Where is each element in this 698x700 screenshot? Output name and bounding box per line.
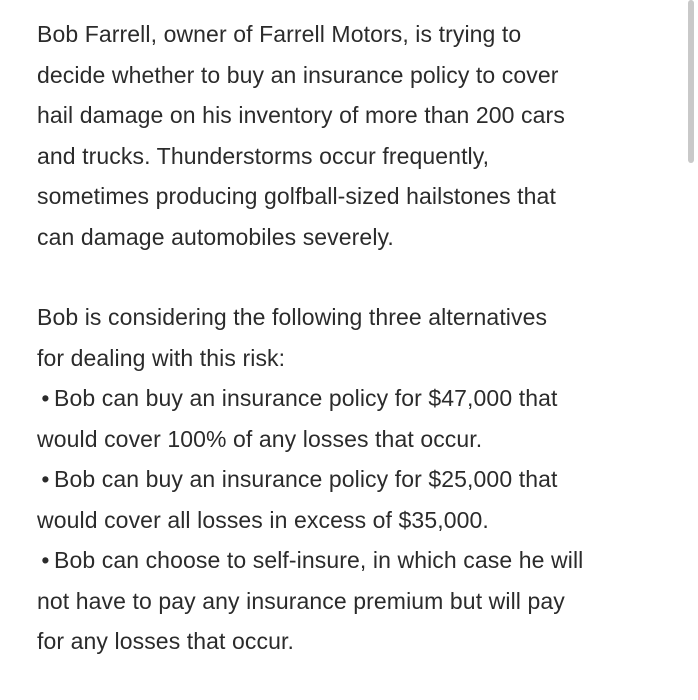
- text-line: for any losses that occur.: [37, 628, 295, 654]
- alternative-3: [37, 540, 667, 581]
- text-line: and trucks. Thunderstorms occur frequently,: [37, 142, 490, 169]
- text-line: would cover 100% of any losses that occur.: [37, 425, 483, 452]
- text-line: for dealing with this risk:: [37, 344, 286, 371]
- text-line: decide whether to buy an insurance policy to cover: [37, 61, 559, 88]
- bullet-icon: •: [41, 547, 50, 573]
- alternative-text: Bob can buy an insurance policy for $47,000 that: [54, 385, 558, 411]
- text-line: sometimes producing golfball-sized hailstones that: [37, 183, 556, 209]
- intro-paragraph: [37, 14, 667, 257]
- problem-text: [37, 14, 667, 662]
- vertical-scrollbar[interactable]: [688, 0, 694, 700]
- alternative-1: [37, 378, 667, 419]
- text-line: can damage automobiles severely.: [37, 223, 394, 250]
- alternatives-paragraph: [37, 297, 667, 662]
- text-line: Bob is considering the following three alternatives: [37, 304, 548, 330]
- alternative-text: Bob can buy an insurance policy for $25,000 that: [54, 466, 558, 492]
- alternative-text: Bob can choose to self-insure, in which case he will: [54, 547, 584, 573]
- text-line: Bob Farrell, owner of Farrell Motors, is trying to: [37, 21, 522, 47]
- text-line: hail damage on his inventory of more than 200 cars: [37, 102, 565, 128]
- bullet-icon: •: [41, 385, 50, 411]
- alternative-2: [37, 459, 667, 500]
- text-line: not have to pay any insurance premium but will pay: [37, 587, 565, 614]
- bullet-icon: •: [41, 466, 50, 492]
- text-line: would cover all losses in excess of $35,000.: [37, 506, 489, 533]
- scrollbar-thumb[interactable]: [688, 0, 694, 163]
